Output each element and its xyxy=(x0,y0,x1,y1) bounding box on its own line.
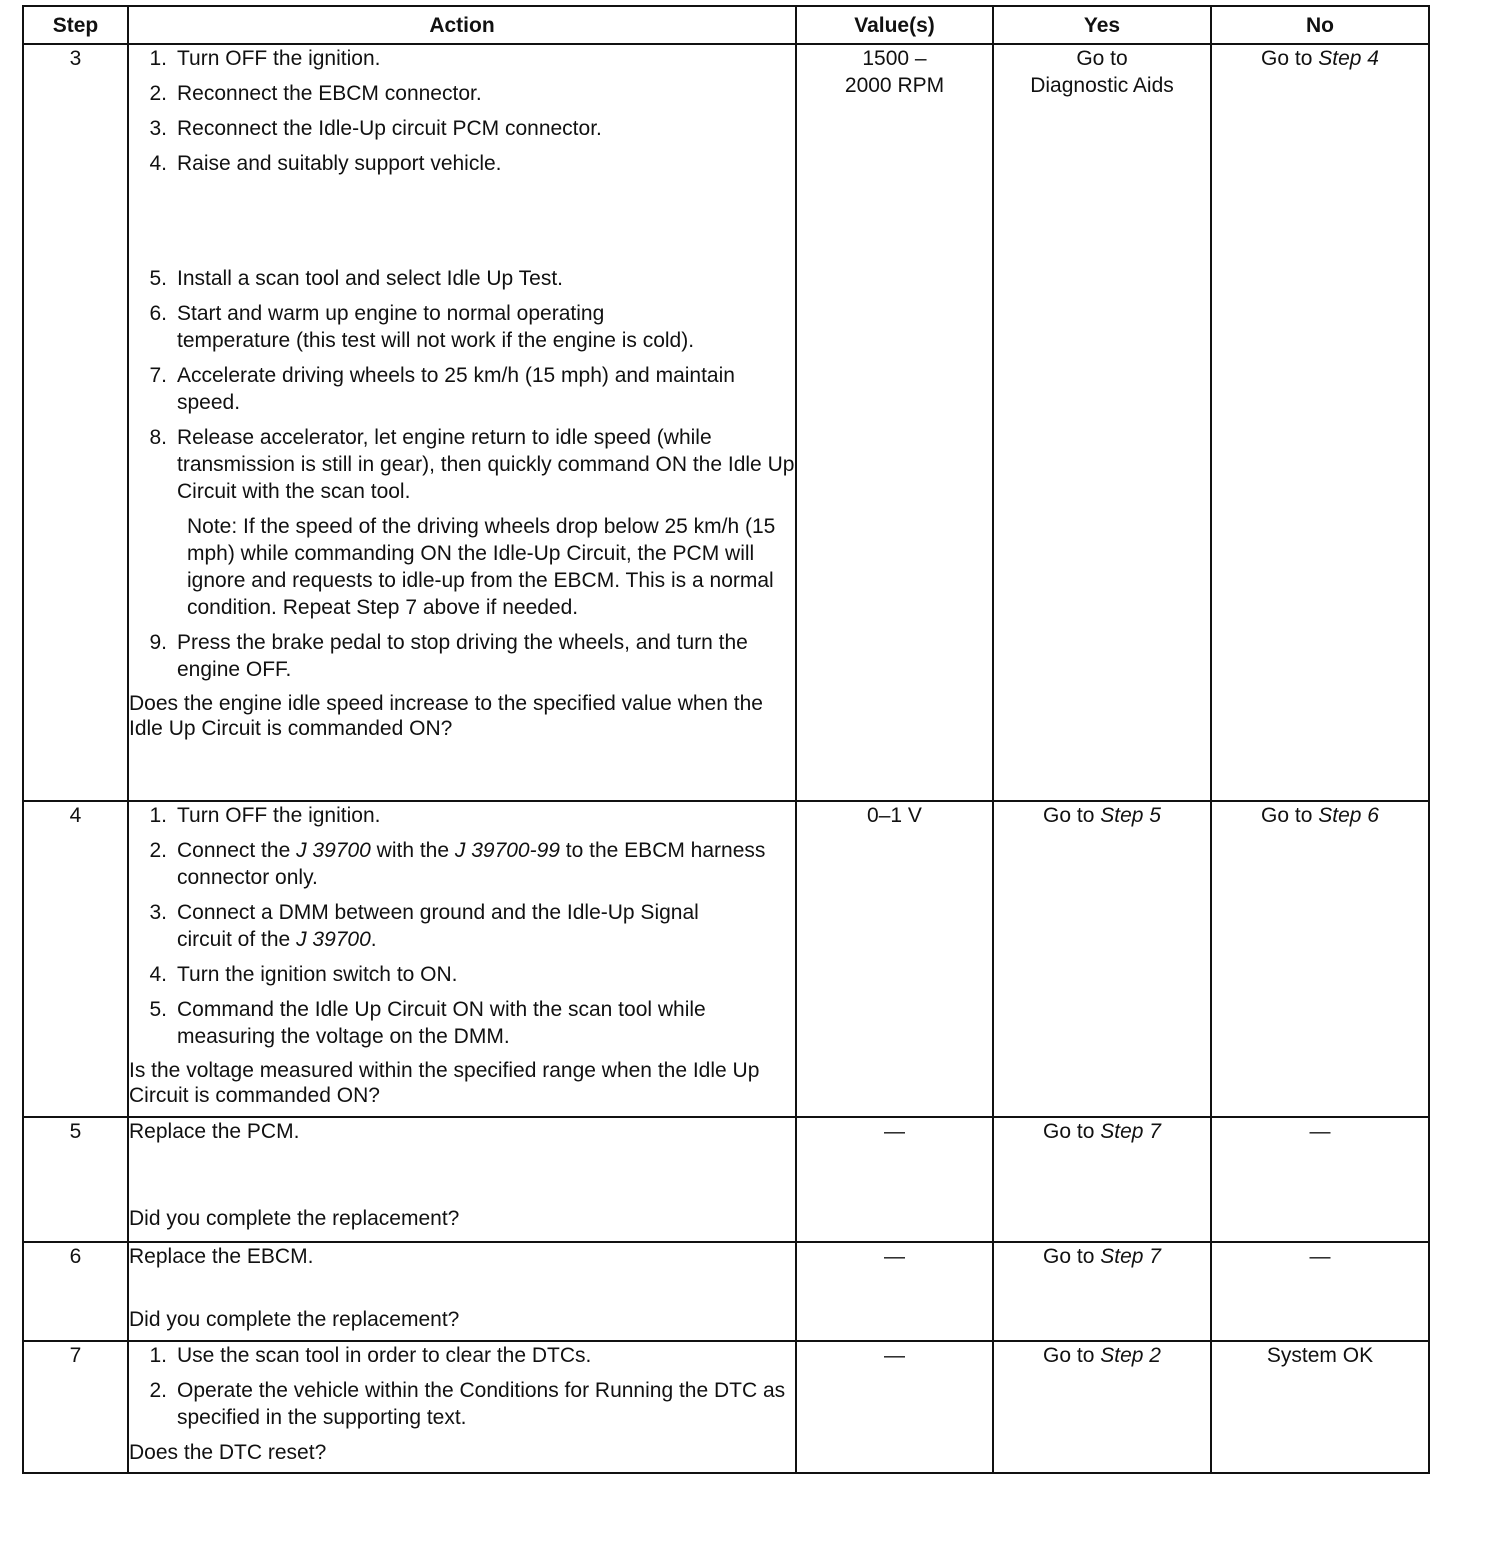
step-number: 6 xyxy=(23,1242,128,1341)
value-cell: — xyxy=(796,1242,993,1341)
step-number: 7 xyxy=(23,1341,128,1473)
action-steps-list xyxy=(129,265,795,505)
action-steps-list xyxy=(129,629,795,683)
step-link: Step 7 xyxy=(1100,1245,1161,1268)
header-action: Action xyxy=(128,6,796,44)
table-row-step-7 xyxy=(23,1341,1429,1473)
list-item: 7. Accelerate driving wheels to 25 km/h (15 mph) and maintain speed. xyxy=(149,364,735,414)
blank-space xyxy=(129,1145,795,1205)
no-cell xyxy=(1211,801,1429,1117)
step-link: Step 4 xyxy=(1318,47,1379,70)
value-cell xyxy=(796,44,993,801)
yes-cell xyxy=(993,1242,1211,1341)
list-item: 6. Start and warm up engine to normal operating temperature (this test will not work if the engine is cold). xyxy=(149,302,695,352)
list-item: 1. Turn OFF the ignition. xyxy=(149,47,381,70)
list-item: 3. Connect a DMM between ground and the Idle-Up Signal circuit of the J 39700. xyxy=(149,901,699,951)
yes-prefix: Go to xyxy=(1043,1245,1101,1268)
no-cell: System OK xyxy=(1211,1341,1429,1473)
step-link: Step 2 xyxy=(1100,1344,1161,1367)
action-cell xyxy=(128,1117,796,1242)
step-number: 4 xyxy=(23,801,128,1117)
question-text: Did you complete the replacement? xyxy=(129,1207,460,1230)
list-item: 5. Command the Idle Up Circuit ON with the scan tool while measuring the voltage on the DMM. xyxy=(149,998,706,1048)
action-cell xyxy=(128,44,796,801)
yes-cell xyxy=(993,44,1211,801)
table-row-step-5 xyxy=(23,1117,1429,1242)
value-cell: 0–1 V xyxy=(796,801,993,1117)
question-text: Is the voltage measured within the specified range when the Idle Up Circuit is commanded ON? xyxy=(129,1059,760,1107)
no-cell: — xyxy=(1211,1117,1429,1242)
step-link: Step 6 xyxy=(1318,804,1379,827)
value-line: 2000 RPM xyxy=(844,74,945,97)
diagnostic-table xyxy=(22,5,1430,1474)
header-values: Value(s) xyxy=(796,6,993,44)
question-text: Does the engine idle speed increase to the specified value when the Idle Up Circuit is commanded ON? xyxy=(129,692,763,740)
yes-prefix: Go to xyxy=(1043,1344,1101,1367)
yes-line: Go to xyxy=(1076,47,1128,70)
list-item: 3. Reconnect the Idle-Up circuit PCM connector. xyxy=(149,117,602,140)
list-item: 2. Reconnect the EBCM connector. xyxy=(149,82,482,105)
list-item: 8. Release accelerator, let engine return to idle speed (while transmission is still in gear), then quickly command ON the Idle Up Circuit with the scan tool. xyxy=(149,426,795,503)
action-cell xyxy=(128,801,796,1117)
action-steps-list xyxy=(129,1342,795,1431)
list-item: 2. Operate the vehicle within the Conditions for Running the DTC as specified in the supporting text. xyxy=(149,1379,786,1429)
list-item: 5. Install a scan tool and select Idle Up Test. xyxy=(149,267,563,290)
list-item: 2. Connect the J 39700 with the J 39700-99 to the EBCM harness connector only. xyxy=(149,839,766,889)
yes-cell xyxy=(993,1117,1211,1242)
value-cell: — xyxy=(796,1117,993,1242)
step-number: 3 xyxy=(23,44,128,801)
action-steps-list xyxy=(129,45,795,177)
header-no: No xyxy=(1211,6,1429,44)
table-row-step-6 xyxy=(23,1242,1429,1341)
blank-space xyxy=(129,1270,795,1306)
step-link: Step 5 xyxy=(1100,804,1161,827)
header-step: Step xyxy=(23,6,128,44)
list-item: 1. Use the scan tool in order to clear the DTCs. xyxy=(149,1344,592,1367)
table-row-step-3 xyxy=(23,44,1429,801)
question-text: Did you complete the replacement? xyxy=(129,1308,460,1331)
header-yes: Yes xyxy=(993,6,1211,44)
action-text: Replace the PCM. xyxy=(129,1120,300,1143)
no-prefix: Go to xyxy=(1261,47,1319,70)
blank-space xyxy=(129,185,795,265)
yes-line: Diagnostic Aids xyxy=(1030,74,1174,97)
list-item: 1. Turn OFF the ignition. xyxy=(149,804,381,827)
list-item: 4. Turn the ignition switch to ON. xyxy=(149,963,458,986)
no-cell: — xyxy=(1211,1242,1429,1341)
table-row-step-4 xyxy=(23,801,1429,1117)
list-item: 4. Raise and suitably support vehicle. xyxy=(149,152,502,175)
header-row xyxy=(23,6,1429,44)
no-prefix: Go to xyxy=(1261,804,1319,827)
step-link: Step 7 xyxy=(1100,1120,1161,1143)
yes-cell xyxy=(993,801,1211,1117)
value-line: 1500 – xyxy=(862,47,927,70)
yes-prefix: Go to xyxy=(1043,1120,1101,1143)
action-cell xyxy=(128,1341,796,1473)
yes-prefix: Go to xyxy=(1043,804,1101,827)
question-text: Does the DTC reset? xyxy=(129,1441,327,1464)
yes-cell xyxy=(993,1341,1211,1473)
no-cell xyxy=(1211,44,1429,801)
action-steps-list xyxy=(129,802,795,1050)
list-item: 9. Press the brake pedal to stop driving the wheels, and turn the engine OFF. xyxy=(149,631,748,681)
value-cell: — xyxy=(796,1341,993,1473)
action-text: Replace the EBCM. xyxy=(129,1245,314,1268)
note-text: Note: If the speed of the driving wheels drop below 25 km/h (15 mph) while commanding ON the Idle-Up Circuit, the PCM will ignore and requests to idle-up from the EBCM. This is a normal condition. Repeat Step 7 above if needed. xyxy=(187,515,776,619)
step-number: 5 xyxy=(23,1117,128,1242)
action-cell xyxy=(128,1242,796,1341)
